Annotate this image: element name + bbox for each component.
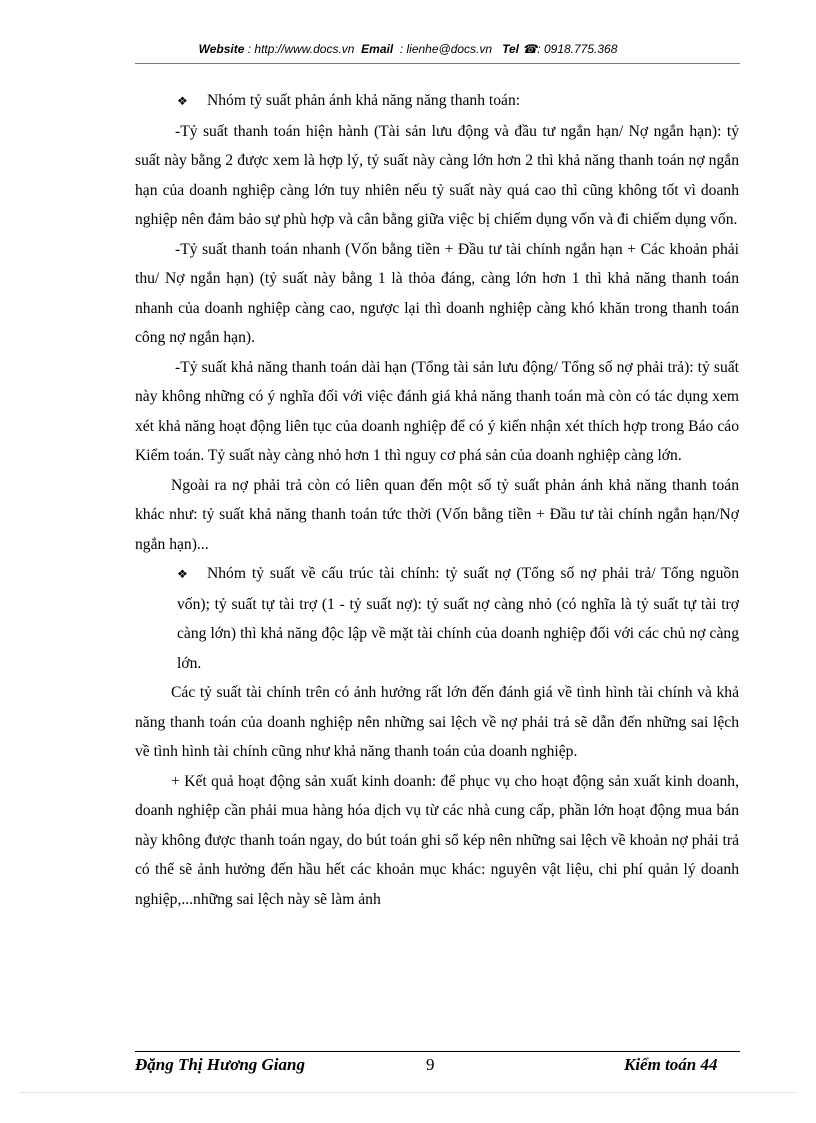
paragraph: Các tỷ suất tài chính trên có ảnh hưởng rất lớn đến đánh giá về tình hình tài chính và khả năng thanh toán của doanh nghiệp nên những sai lệch về nợ phải trả sẽ dẫn đến những sai lệch về tình hình tài chính cũng như khả năng thanh toán của doanh nghiệp. — [135, 684, 739, 760]
page-number: 9 — [426, 1055, 435, 1074]
paragraph: + Kết quả hoạt động sản xuất kinh doanh: để phục vụ cho hoạt động sản xuất kinh doanh, doanh nghiệp cần phải mua hàng hóa dịch vụ từ các nhà cung cấp, phần lớn hoạt động mua bán này không được thanh toán ngay, do bút toán ghi sổ kép nên những sai lệch về khoản nợ phải trả có thể sẽ ảnh hưởng đến hầu hết các khoản mục khác: nguyên vật liệu, chi phí quản lý doanh nghiệp,...những sai lệch này sẽ làm ảnh — [135, 772, 739, 908]
diamond-bullet-icon: ❖ — [177, 94, 188, 108]
paragraph-text: Nhóm tỷ suất về cấu trúc tài chính: tỷ suất nợ (Tổng số nợ phải trả/ Tổng nguồn vốn); tỷ suất tự tài trợ (1 - tỷ suất nợ): tỷ suất nợ càng nhỏ (có nghĩa là tỷ suất tự tài trợ càng lớn) thì khả năng độc lập về mặt tài chính của doanh nghiệp đối với các chủ nợ càng lớn. — [177, 565, 739, 672]
website-url[interactable]: http://www.docs.vn — [254, 42, 355, 56]
paragraph: -Tỷ suất khả năng thanh toán dài hạn (Tổng tài sản lưu động/ Tổng số nợ phải trả): tỷ suất này không những có ý nghĩa đối với việc đánh giá khả năng thanh toán mà còn có tác dụng xem xét khả năng hoạt động liên tục của doanh nghiệp để có ý kiến nhận xét thích hợp trong Báo cáo Kiểm toán. Tỷ suất này càng nhỏ hơn 1 thì nguy cơ phá sản của doanh nghiệp càng lớn. — [135, 358, 739, 464]
footer-author: Đặng Thị Hương Giang — [135, 1055, 305, 1074]
phone-icon: ☎ — [522, 42, 538, 56]
diamond-bullet-icon: ❖ — [177, 567, 188, 581]
paragraph-text: Nhóm tỷ suất phản ánh khả năng năng thanh toán: — [207, 92, 521, 109]
paragraph: Ngoài ra nợ phải trả còn có liên quan đến một số tỷ suất phản ánh khả năng thanh toán khác như: tỷ suất khả năng thanh toán tức thời (Vốn bằng tiền + Đầu tư tài chính ngắn hạn/Nợ ngắn hạn)... — [135, 476, 739, 553]
header-divider — [135, 63, 740, 64]
bullet-paragraph — [135, 559, 739, 678]
document-body — [135, 86, 739, 914]
page-edge — [20, 1092, 796, 1093]
footer-course: Kiểm toán 44 — [624, 1055, 718, 1074]
bullet-paragraph — [135, 86, 739, 117]
page-header: Website : http://www.docs.vn Email : lienhe@docs.vn Tel ☎: 0918.775.368 — [198, 42, 618, 56]
tel-number: 0918.775.368 — [543, 42, 618, 56]
paragraph: -Tỷ suất thanh toán hiện hành (Tài sản lưu động và đầu tư ngắn hạn/ Nợ ngắn hạn): tỷ suất này bằng 2 được xem là hợp lý, tỷ suất này càng lớn hơn 2 thì khả năng thanh toán nợ ngắn hạn của doanh nghiệp càng lớn tuy nhiên nếu tỷ suất này quá cao thì cũng không tốt vì doanh nghiệp nên đảm bảo sự phù hợp và cân bằng giữa việc bị chiếm dụng vốn và đi chiếm dụng vốn. — [135, 122, 739, 228]
email-label: Email — [361, 42, 394, 56]
tel-label: Tel — [502, 42, 519, 56]
email-address[interactable]: lienhe@docs.vn — [406, 42, 493, 56]
website-label: Website — [198, 42, 245, 56]
footer-divider — [135, 1051, 740, 1052]
paragraph: -Tỷ suất thanh toán nhanh (Vốn bằng tiền + Đầu tư tài chính ngắn hạn + Các khoản phải thu/ Nợ ngắn hạn) (tỷ suất này bằng 1 là thỏa đáng, càng lớn hơn 1 thì khả năng thanh toán nhanh của doanh nghiệp càng cao, ngược lại thì doanh nghiệp càng khó khăn trong thanh toán công nợ ngắn hạn). — [135, 240, 739, 346]
